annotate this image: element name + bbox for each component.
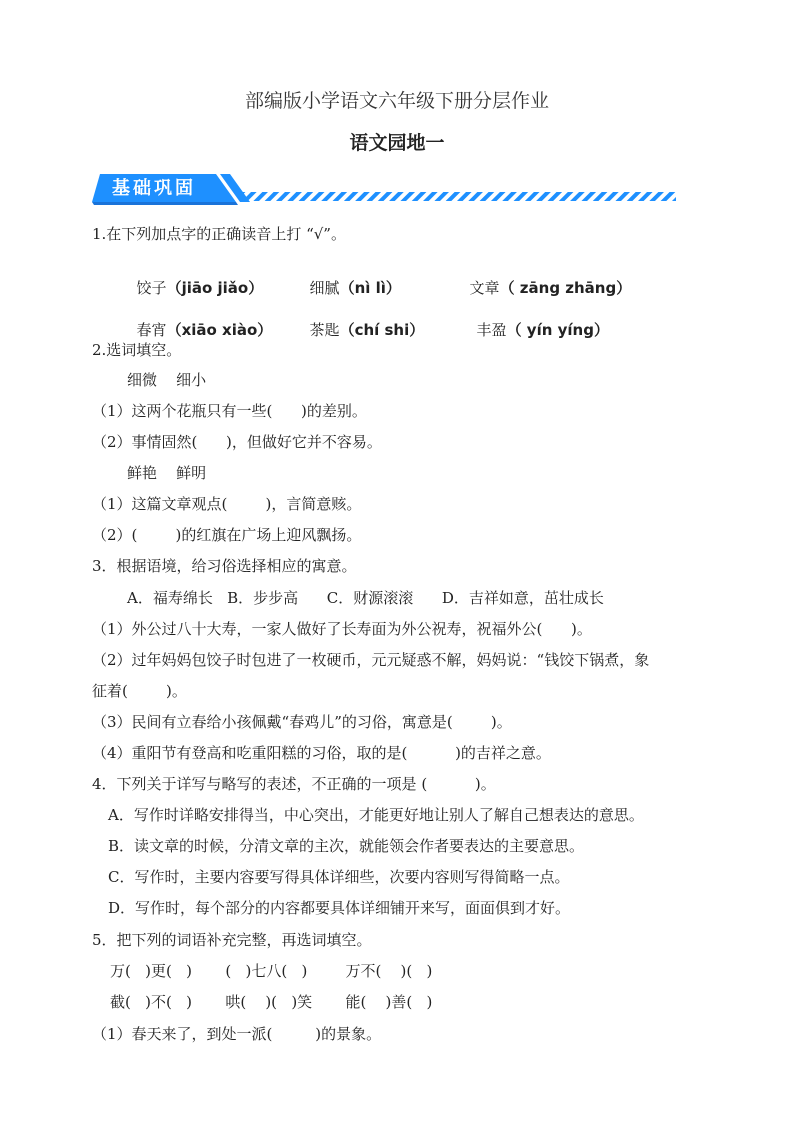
q1-item (127, 258, 263, 298)
q1-word: 细腻 (309, 279, 340, 297)
section-banner (92, 170, 682, 206)
page-title: 部编版小学语文六年级下册分层作业 (244, 90, 549, 112)
q1-word: 文章 (469, 279, 500, 297)
q1-pinyin: （xiāo xiào） (166, 321, 273, 339)
q1-word: 茶匙 (309, 321, 340, 339)
q1-word: 饺子 (136, 279, 167, 297)
q1-item (467, 300, 609, 340)
section-title: 语文园地一 (349, 132, 445, 154)
q2-word-choices: 鲜艳 鲜明 (127, 464, 207, 482)
q1-item (460, 258, 631, 298)
q1-word: 丰盈 (476, 321, 507, 339)
q4-prompt: 4．下列关于详写与略写的表述，不正确的一项是 ( )。 (92, 775, 496, 793)
banner-label: 基础巩固 (112, 178, 196, 199)
q4-option-d: D．写作时，每个部分的内容都要具体详细铺开来写，面面俱到才好。 (108, 899, 571, 917)
q3-sentence-cont: 征着( )。 (92, 682, 187, 700)
q2-sentence: （2）事情固然( )，但做好它并不容易。 (92, 433, 382, 451)
q3-sentence: （4）重阳节有登高和吃重阳糕的习俗，取的是( )的吉祥之意。 (92, 744, 551, 762)
q1-pinyin: （nì lì） (339, 279, 401, 297)
q2-sentence: （1）这两个花瓶只有一些( )的差别。 (92, 402, 367, 420)
q5-sentence: （1）春天来了，到处一派( )的景象。 (92, 1025, 382, 1043)
q4-option-b: B．读文章的时候，分清文章的主次，就能领会作者要表达的主要意思。 (108, 837, 585, 855)
q2-sentence: （2）( )的红旗在广场上迎风飘扬。 (92, 526, 362, 544)
q1-prompt: 1.在下列加点字的正确读音上打 “√”。 (92, 225, 346, 243)
q3-options: A．福寿绵长 B．步步高 C．财源滚滚 D．吉祥如意，茁壮成长 (127, 589, 604, 607)
q5-idiom-row: 截( )不( ) 哄( )( )笑 能( )善( ) (110, 993, 433, 1011)
q1-item (300, 258, 401, 298)
q3-sentence: （2）过年妈妈包饺子时包进了一枚硬币，元元疑惑不解，妈妈说：“钱饺下锅煮，象 (92, 651, 650, 669)
q5-prompt: 5．把下列的词语补充完整，再选词填空。 (92, 931, 372, 949)
q1-pinyin: （ zāng zhāng） (499, 279, 632, 297)
q1-item (300, 300, 424, 340)
q2-sentence: （1）这篇文章观点( )，言简意赅。 (92, 495, 362, 513)
q4-option-c: C．写作时，主要内容要写得具体详细些，次要内容则写得简略一点。 (108, 868, 570, 886)
q4-option-a: A．写作时详略安排得当，中心突出，才能更好地让别人了解自己想表达的意思。 (108, 806, 644, 824)
q2-word-choices: 细微 细小 (127, 371, 207, 389)
q5-idiom-row: 万( )更( ) ( )七八( ) 万不( )( ) (110, 962, 433, 980)
q1-item (127, 300, 272, 340)
q3-sentence: （1）外公过八十大寿，一家人做好了长寿面为外公祝寿，祝福外公( )。 (92, 620, 592, 638)
q1-pinyin: （chí shi） (339, 321, 425, 339)
q2-prompt: 2.选词填空。 (92, 341, 182, 359)
q1-word: 春宵 (136, 321, 167, 339)
q1-pinyin: （ yín yíng） (506, 321, 609, 339)
q3-sentence: （3）民间有立春给小孩佩戴“春鸡儿”的习俗，寓意是( )。 (92, 713, 512, 731)
q3-prompt: 3．根据语境，给习俗选择相应的寓意。 (92, 557, 357, 575)
q1-pinyin: （jiāo jiǎo） (166, 279, 264, 297)
